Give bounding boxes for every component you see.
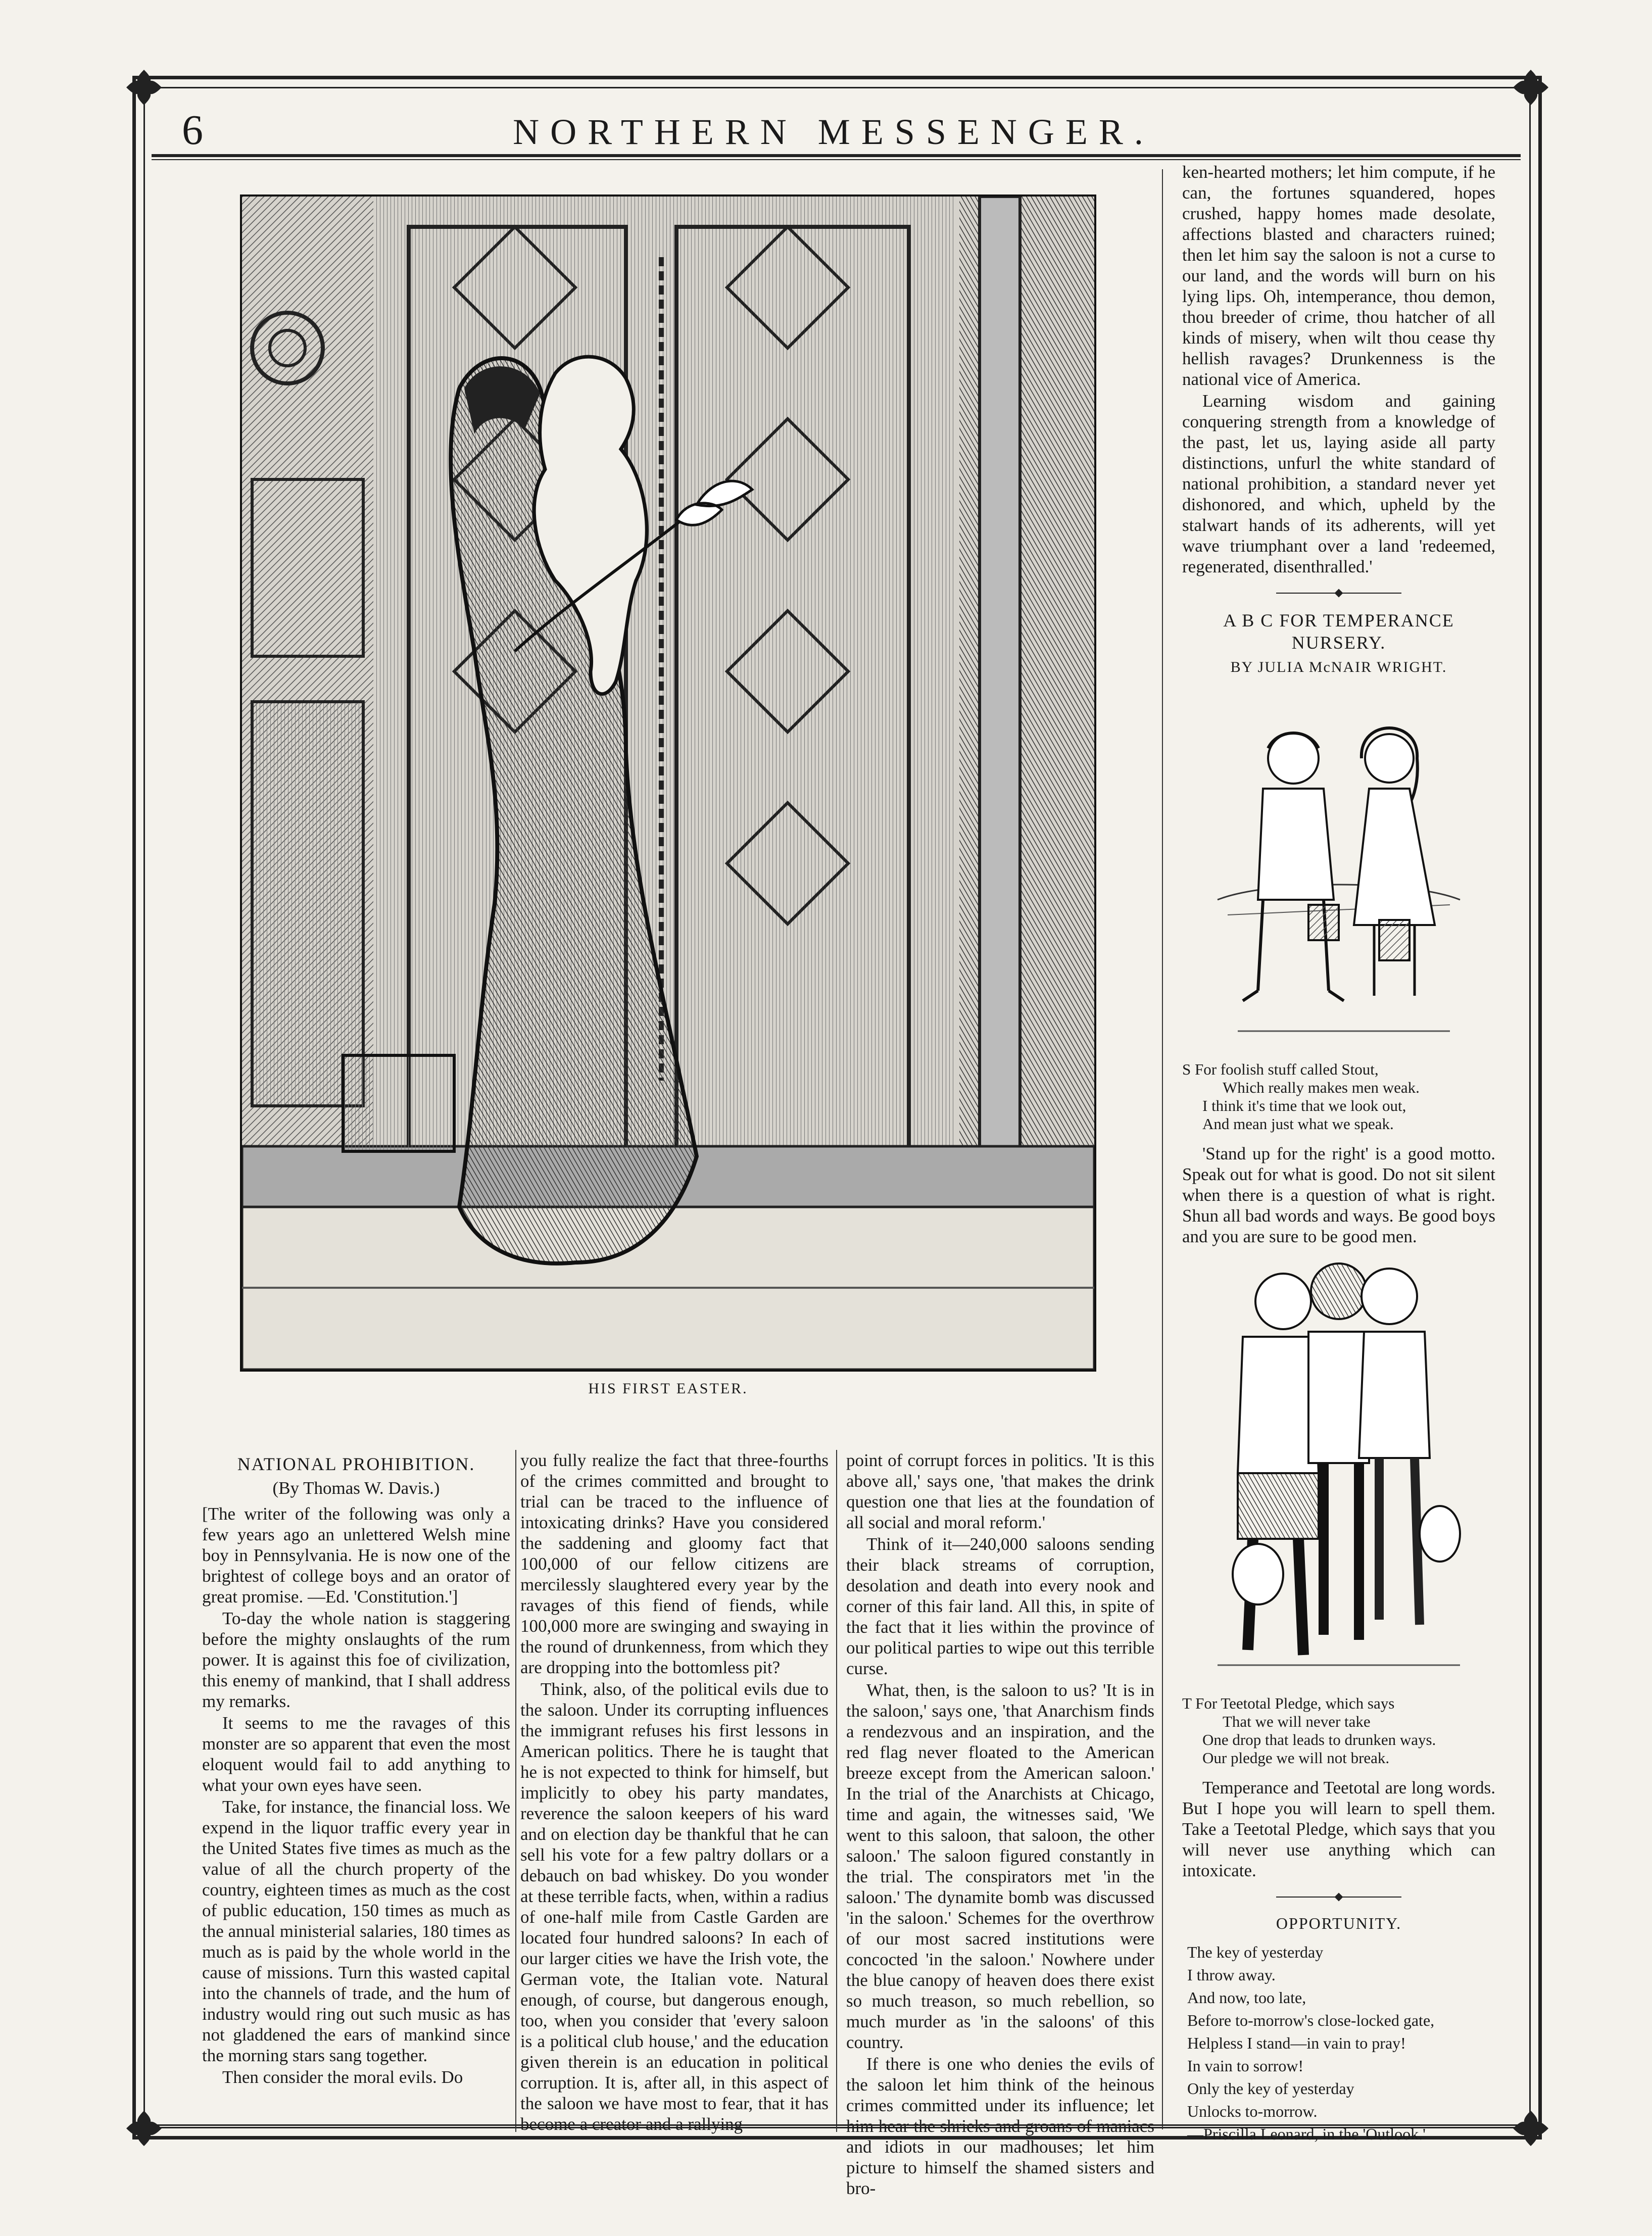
column-rule (836, 1450, 837, 2132)
header-rule (152, 154, 1521, 160)
article-paragraph: It seems to me the ravages of this monster are so apparent that even the most eloquent would fail to add anything to what your own eyes have seen. (202, 1713, 510, 1795)
poem-line: Only the key of yesterday (1187, 2079, 1354, 2098)
verse-line: And mean just what we speak. (1202, 1115, 1394, 1133)
poem-line: The key of yesterday (1187, 1943, 1324, 1961)
section-divider (1182, 590, 1495, 596)
article-paragraph: ken-hearted mothers; let him compute, if he can, the fortunes squandered, hopes crushed, happy homes made desolate, affections blasted and characters ruined; then let him say the saloon is not a curse to our land, and the words will burn on his lying lips. Oh, intemperance, thou demon, thou breeder of crime, thou hatcher of all kinds of misery, when wilt thou cease thy hellish ravages? Drunkenness is the national vice of America. (1182, 162, 1495, 389)
children-with-pails-illustration (1207, 688, 1470, 1051)
verse-line: One drop that leads to drunken ways. (1202, 1731, 1436, 1748)
engraving-image (242, 197, 1094, 1370)
article-paragraph: To-day the whole nation is staggering before the mighty onslaughts of the rum power. It is against this foe of civilization, this enemy of mankind, that I shall address my remarks. (202, 1609, 510, 1711)
column-rule (515, 1450, 516, 2132)
column-rule (1162, 169, 1163, 2129)
three-boys-illustration (1207, 1251, 1470, 1685)
article-paragraph: Learning wisdom and gaining conquering strength from a knowledge of the past, let us, laying aside all party distinctions, unfurl the white standard of national prohibition, a standard never yet dishonored, and which, upheld by the stalwart hands of its adherents, will yet wave triumphant over a land 'redeemed, regenerated, disenthralled.' (1182, 391, 1495, 576)
page-number: 6 (182, 107, 203, 154)
footer-rule (152, 2124, 1521, 2126)
poem-line: Before to-morrow's close-locked gate, (1187, 2011, 1435, 2029)
article-paragraph: Think, also, of the political evils due to the saloon. Under its corrupting influences the immigrant refuses his first lessons in American politics. There he is taught that he is not expected to think for himself, but implicitly to obey his party mandates, reverence the saloon keepers of his ward and on election day be thankful that he can sell his vote for a few paltry dollars or a debauch on bad whiskey. Do you wonder at these terrible facts, when, within a radius of one-half mile from Castle Garden are located four hundred saloons? In each of our larger cities we have the Irish vote, the German vote, the Italian vote. Natural enough, of course, but dangerous enough, too, when you consider that 'every saloon is a political club house,' and the education given therein is an education in political corruption. It is, after all, in this aspect of the saloon we have most to fear, that it has become a creator and a rallying (520, 1679, 829, 2134)
poem-attribution: —Priscilla Leonard, in the 'Outlook.' (1187, 2125, 1426, 2143)
verse-line: Which really makes men weak. (1223, 1079, 1420, 1096)
illustration-caption: HIS FIRST EASTER. (588, 1380, 748, 1397)
poem-line: I throw away. (1187, 1966, 1276, 1984)
verse-line: That we will never take (1223, 1713, 1371, 1730)
article-paragraph: What, then, is the saloon to us? 'It is in the saloon,' says one, 'that Anarchism finds a rendezvous and an inspiration, and the red flag never floated to the American breeze except from the American saloon.' In the trial of the Anarchists at Chicago, time and again, the witnesses said, 'We went to this saloon, that saloon, the other saloon.' The saloon figured constantly in the trial. The conspirators met 'in the saloon.' The dynamite bomb was discussed 'in the saloon.' Schemes for the overthrow of our most sacred institutions were concocted 'in the saloon.' Nowhere under the blue canopy of heaven does there exist so much treason, so much rebellion, so much murder as 'in the saloons' of this country. (846, 1680, 1154, 2052)
column-1 (202, 1450, 510, 2088)
article-paragraph: Take, for instance, the financial loss. We expend in the liquor traffic every year in the United States five times as much as the value of all the church property of the country, eighteen times as much as the cost of public education, 150 times as much as the annual ministerial salaries, 180 times as much as is paid by the whole world in the cause of missions. Turn this wasted capital into the channels of trade, and the hum of industry would ring out such music as has not gladdened the ears of mankind since the morning stars sang together. (202, 1797, 510, 2065)
abc-byline: BY JULIA McNAIR WRIGHT. (1230, 659, 1447, 675)
article-paragraph: If there is one who denies the evils of the saloon let him think of the heinous crimes committed under its influence; let him hear the shrieks and groans of maniacs and idiots in our madhouses; let him picture to himself the shamed sisters and bro- (846, 2054, 1154, 2198)
illustration-his-first-easter (240, 195, 1096, 1372)
poem-line: Unlocks to-morrow. (1187, 2102, 1318, 2120)
poem-title: OPPORTUNITY. (1276, 1914, 1402, 1932)
poem-line: And now, too late, (1187, 1988, 1306, 2007)
corner-ornament-icon (1508, 2106, 1553, 2151)
article-paragraph: you fully realize the fact that three-fourths of the crimes committed and brought to trial can be traced to the influence of intoxicating drinks? Have you considered the saddening and gloomy fact that 100,000 of our fellow citizens are mercilessly slaughtered every year by the ravages of this fiend of fiends, while 100,000 more are swinging and swaying in the round of drunkenness, from which they are dropping into the bottomless pit? (520, 1450, 829, 1677)
column-3 (846, 1450, 1154, 2200)
verse-line: T For Teetotal Pledge, which says (1182, 1694, 1395, 1712)
abc-paragraph: Temperance and Teetotal are long words. But I hope you will learn to spell them. Take a Teetotal Pledge, which says that you will never use anything which can intoxicate. (1182, 1778, 1495, 1880)
abc-paragraph: 'Stand up for the right' is a good motto. Speak out for what is good. Do not sit silent when there is a question of what is right. Shun all bad words and ways. Be good boys and you are sure to be good men. (1182, 1144, 1495, 1246)
article-title: NATIONAL PROHIBITION. (237, 1454, 475, 1474)
abc-title: A B C FOR TEMPERANCE NURSERY. (1223, 610, 1454, 653)
column-2 (520, 1450, 829, 2135)
poem-line: Helpless I stand—in vain to pray! (1187, 2034, 1406, 2052)
section-divider (1182, 1894, 1495, 1900)
article-paragraph: Then consider the moral evils. Do (222, 2067, 463, 2087)
poem-opportunity (1182, 1941, 1495, 2146)
page-header (152, 104, 1516, 159)
article-byline: (By Thomas W. Davis.) (272, 1478, 440, 1498)
verse-line: Our pledge we will not break. (1202, 1749, 1390, 1767)
article-paragraph: point of corrupt forces in politics. 'It is this above all,' says one, 'that makes the drink question one that lies at the foundation of all social and moral reform.' (846, 1450, 1154, 1532)
column-4 (1182, 162, 1495, 2146)
article-paragraph: Think of it—240,000 saloons sending their black streams of corruption, desolation and death into every nook and corner of this fair land. All this, in spite of the fact that it lies within the province of our political parties to wipe out this terrible curse. (846, 1534, 1154, 1678)
verse-line: I think it's time that we look out, (1202, 1097, 1406, 1114)
abc-verse-s (1182, 1060, 1495, 1133)
article-paragraph: [The writer of the following was only a few years ago an unlettered Welsh mine boy in Pennsylvania. He is now one of the brightest of college boys and an orator of great promise. —Ed. 'Constitution.'] (202, 1504, 510, 1607)
poem-line: In vain to sorrow! (1187, 2057, 1304, 2075)
abc-verse-t (1182, 1694, 1495, 1767)
masthead-title: NORTHERN MESSENGER. (513, 112, 1154, 152)
verse-line: S For foolish stuff called Stout, (1182, 1060, 1379, 1078)
corner-ornament-icon (121, 2106, 167, 2151)
